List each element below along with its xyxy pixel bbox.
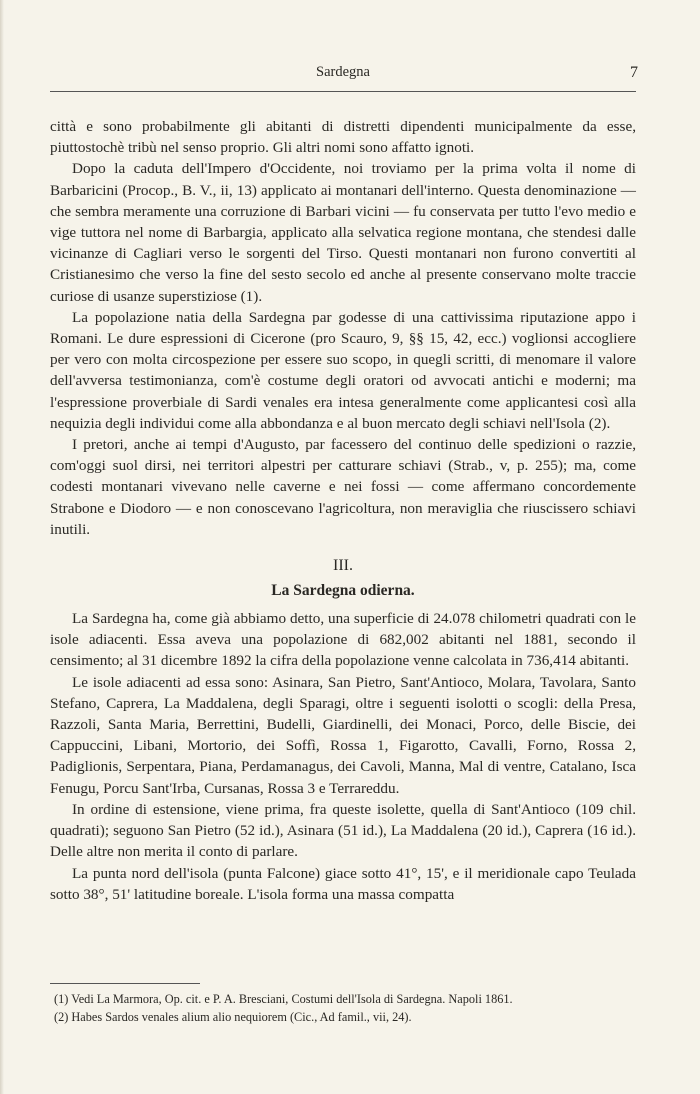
paragraph-5: La Sardegna ha, come già abbiamo detto, una superficie di 24.078 chilometri quadrati con le isole adiacenti. Essa aveva una popolazione di 682,002 abitanti nel 1881, secondo il censimento; al 31 dicembre 1892 la cifra della popolazione venne calcolata in 736,414 abitanti. xyxy=(50,610,636,670)
page-edge-shadow xyxy=(0,0,4,1094)
footnote-1: (1) Vedi La Marmora, Op. cit. e P. A. Bresciani, Costumi dell'Isola di Sardegna. Napoli 1861. xyxy=(54,992,513,1006)
paragraph-7: In ordine di estensione, viene prima, fra queste isolette, quella di Sant'Antioco (109 chil. quadrati); seguono San Pietro (52 id.), Asinara (51 id.), La Maddalena (20 id.), Caprera (16 id.). Delle altre non merita il conto di parlare. xyxy=(50,800,636,861)
page-number: 7 xyxy=(630,64,638,81)
footnotes xyxy=(50,990,636,1026)
main-text xyxy=(50,116,636,905)
book-page xyxy=(50,0,636,1094)
paragraph-8: La punta nord dell'isola (punta Falcone) giace sotto 41°, 15', e il meridionale capo Teulada sotto 38°, 51' latitudine boreale. L'isola forma una massa compatta xyxy=(50,864,636,903)
header-rule xyxy=(50,91,636,92)
paragraph-6: Le isole adiacenti ad essa sono: Asinara, San Pietro, Sant'Antioco, Molara, Tavolara, Santo Stefano, Caprera, La Maddalena, degli Sparagi, oltre i seguenti isolotti o scogli: della Presa, Razzoli, Santa Maria, Berrettini, Budelli, Giardinelli, dei Monaci, Porco, delle Biscie, dei Cappuccini, Libani, Mortorio, dei Soffì, Rossa 1, Figarotto, Cavalli, Forno, Rossa 2, Padiglionis, Serpentara, Piana, Perdamanagus, dei Cavoli, Manna, Mal di ventre, Catalano, Isca Fenugu, Porcu Sant'Irba, Cursanas, Rossa 3 e Terrareddu. xyxy=(50,673,636,797)
running-head-title: Sardegna xyxy=(316,64,370,80)
section-number: III. xyxy=(333,557,353,575)
running-head xyxy=(50,64,636,86)
paragraph-4: I pretori, anche ai tempi d'Augusto, par facessero del continuo delle spedizioni o razzie, com'oggi suol dirsi, nei territori alpestri per catturare schiavi (Strab., v, p. 255); ma, come codesti montanari vivevano nelle caverne e nei fossi — come affermano concordemente Strabone e Diodoro — e non conoscevano l'agricoltura, non meraviglia che riuscissero schiavi inutili. xyxy=(50,436,636,538)
paragraph-3: La popolazione natia della Sardegna par godesse di una cattivissima riputazione appo i Romani. Le dure espressioni di Cicerone (pro Scauro, 9, §§ 15, 42, ecc.) voglionsi accogliere per vero con molta circospezione per essere suo scopo, in quegli scritti, di menomare il valore dell'avversa testimonianza, com'è costume degli oratori od avvocati antichi e moderni; ma l'espressione proverbiale di Sardi venales era intesa generalmente come applicantesi così alla nequizia degli individui come alla abbondanza e al buon mercato degli schiavi nell'Isola (2). xyxy=(50,308,636,432)
footnote-2: (2) Habes Sardos venales alium alio nequiorem (Cic., Ad famil., vii, 24). xyxy=(54,1010,412,1024)
section-title: La Sardegna odierna. xyxy=(271,582,415,600)
footnote-rule xyxy=(50,983,200,984)
paragraph-2: Dopo la caduta dell'Impero d'Occidente, noi troviamo per la prima volta il nome di Barbaricini (Procop., B. V., ii, 13) applicato ai montanari dell'interno. Questa denominazione — che sembra meramente una corruzione di Barbari vicini — fu conservata per tutto l'evo medio e vige tuttora nel nome di Barbargia, applicato alla selvatica regione montana, che stendesi dalle vicinanze di Cagliari verso le sorgenti del Tirso. Questi montanari non furono convertiti al Cristianesimo che verso la fine del sesto secolo ed anche al presente conservano molte traccie curiose di usanze superstiziose (1). xyxy=(50,160,636,305)
paragraph-1: città e sono probabilmente gli abitanti di distretti dipendenti municipalmente da esse, piuttostochè tribù nel senso proprio. Gli altri nomi sono affatto ignoti. xyxy=(50,118,636,157)
